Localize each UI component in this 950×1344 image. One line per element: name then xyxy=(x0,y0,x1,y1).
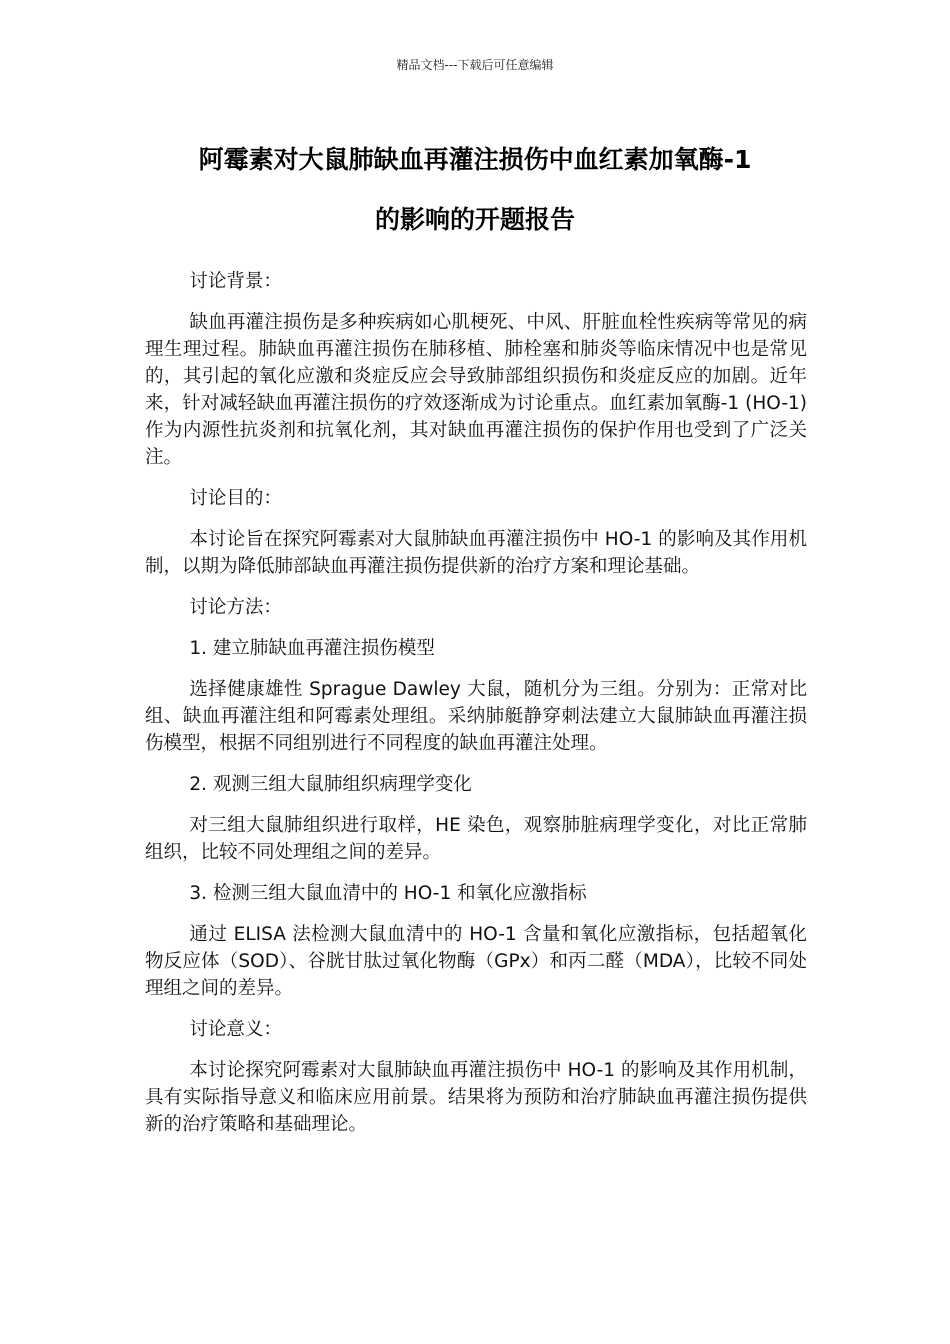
document-title xyxy=(130,130,820,250)
title-line-1: 阿霉素对大鼠肺缺血再灌注损伤中血红素加氧酶-1 xyxy=(198,145,752,174)
method-3-paragraph: 通过 ELISA 法检测大鼠血清中的 HO-1 含量和氧化应激指标，包括超氧化物反应体（SOD）、谷胱甘肽过氧化物酶（GPx）和丙二醛（MDA），比较不同处理组之间的差异。 xyxy=(145,924,807,999)
method-2-paragraph: 对三组大鼠肺组织进行取样，HE 染色，观察肺脏病理学变化，对比正常肺组织，比较不同处理组之间的差异。 xyxy=(145,815,807,863)
purpose-heading: 讨论目的： xyxy=(189,488,282,509)
purpose-paragraph: 本讨论旨在探究阿霉素对大鼠肺缺血再灌注损伤中 HO-1 的影响及其作用机制，以期为降低肺部缺血再灌注损伤提供新的治疗方案和理论基础。 xyxy=(145,529,807,577)
background-paragraph: 缺血再灌注损伤是多种疾病如心肌梗死、中风、肝脏血栓性疾病等常见的病理生理过程。肺缺血再灌注损伤在肺移植、肺栓塞和肺炎等临床情况中也是常见的，其引起的氧化应激和炎症反应会导致肺部组织损伤和炎症反应的加剧。近年来，针对减轻缺血再灌注损伤的疗效逐渐成为讨论重点。血红素加氧酶-1 (HO-1) 作为内源性抗炎剂和抗氧化剂，其对缺血再灌注损伤的保护作用也受到了广泛关注。 xyxy=(145,312,807,468)
method-1-heading: 1. 建立肺缺血再灌注损伤模型 xyxy=(189,638,435,659)
method-2-heading: 2. 观测三组大鼠肺组织病理学变化 xyxy=(189,774,472,795)
method-3-heading: 3. 检测三组大鼠血清中的 HO-1 和氧化应激指标 xyxy=(189,883,587,904)
significance-paragraph: 本讨论探究阿霉素对大鼠肺缺血再灌注损伤中 HO-1 的影响及其作用机制，具有实际指导意义和临床应用前景。结果将为预防和治疗肺缺血再灌注损伤提供新的治疗策略和基础理论。 xyxy=(145,1060,807,1135)
significance-heading: 讨论意义： xyxy=(189,1019,282,1040)
method-1-paragraph: 选择健康雄性 Sprague Dawley 大鼠，随机分为三组。分别为：正常对比组、缺血再灌注组和阿霉素处理组。采纳肺艇静穿刺法建立大鼠肺缺血再灌注损伤模型，根据不同组别进行不同程度的缺血再灌注处理。 xyxy=(145,679,807,754)
title-line-2: 的影响的开题报告 xyxy=(374,205,575,234)
background-heading: 讨论背景： xyxy=(189,271,282,292)
document-body xyxy=(145,268,807,1152)
method-heading: 讨论方法： xyxy=(189,597,282,618)
page-header: 精品文档---下载后可任意编辑 xyxy=(396,58,554,72)
